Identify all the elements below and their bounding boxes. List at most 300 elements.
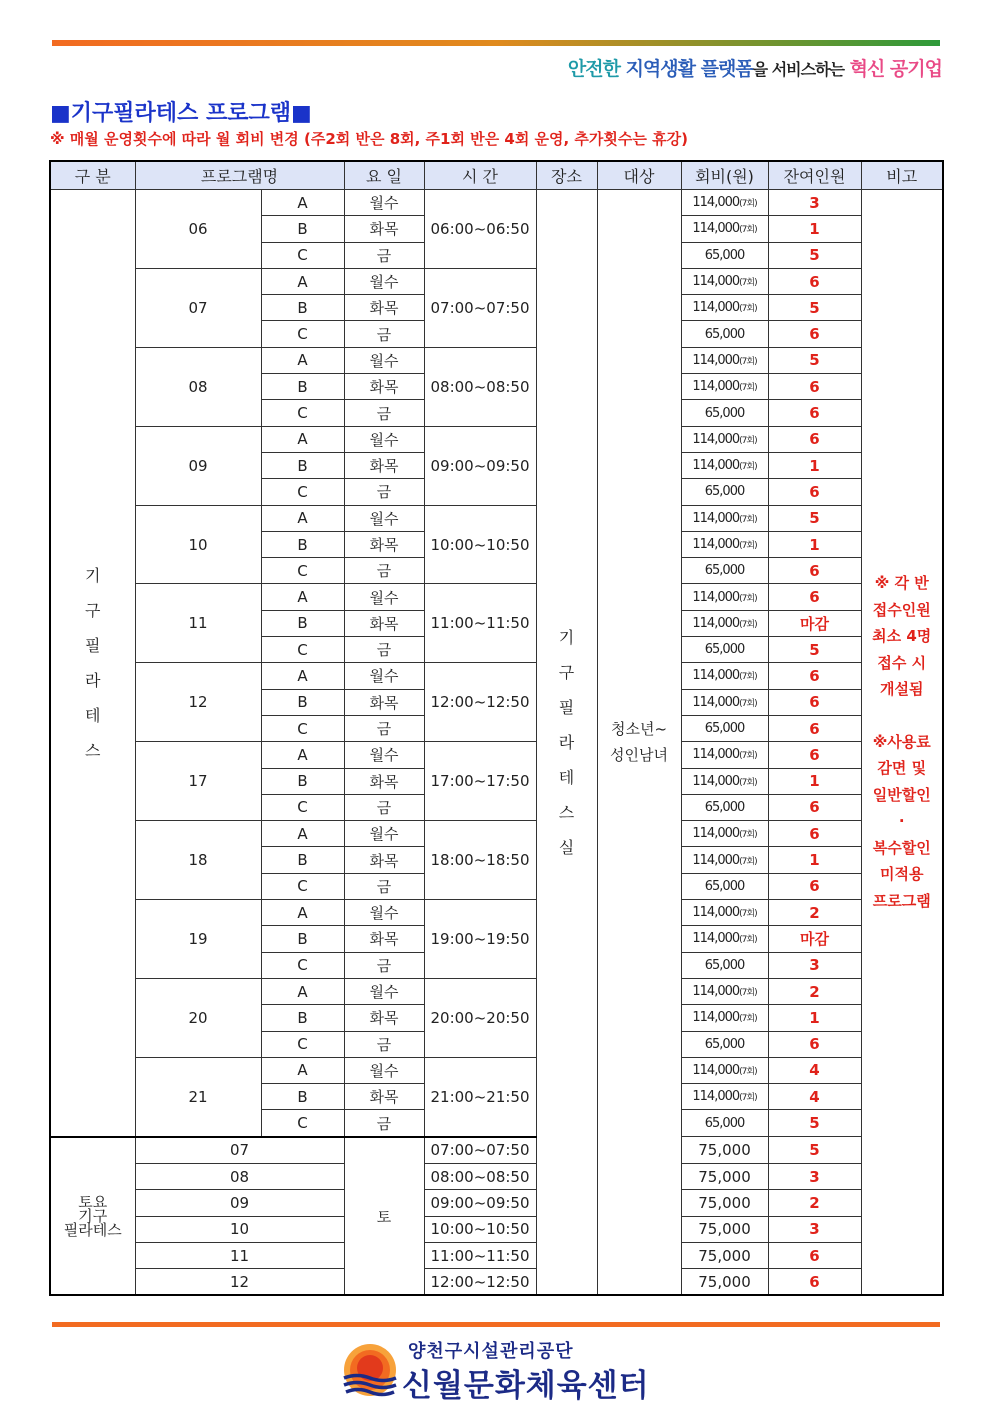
remaining-cell: 6: [768, 426, 861, 452]
fee-amount: 114,000: [692, 615, 740, 631]
fee-session-note: (7회): [739, 751, 757, 762]
fee-cell: [681, 926, 768, 952]
time-cell: 20:00~20:50: [424, 978, 536, 1057]
remarks-line: 프로그램: [872, 891, 931, 910]
day-cell: 월수: [344, 1057, 424, 1083]
place-char: 테: [558, 767, 575, 787]
remaining-cell: 6: [768, 321, 861, 347]
remaining-cell: 5: [768, 637, 861, 663]
fee-session-note: (7회): [739, 830, 757, 841]
fee-cell: [681, 558, 768, 584]
day-cell: 월수: [344, 347, 424, 373]
class-cell: A: [261, 742, 344, 768]
saturday-program-cell: 09: [135, 1190, 344, 1216]
fee-session-note: (7회): [739, 225, 757, 236]
time-cell: 11:00~11:50: [424, 584, 536, 663]
header-place: 장소: [536, 161, 597, 190]
program-cell: 11: [135, 584, 261, 663]
fee-cell: [681, 190, 768, 216]
table-row: [50, 347, 943, 373]
fee-cell: [681, 347, 768, 373]
day-cell: 금: [344, 873, 424, 899]
remaining-cell: 5: [768, 347, 861, 373]
fee-amount: 65,000: [704, 878, 745, 894]
fee-cell: [681, 610, 768, 636]
time-cell: 19:00~19:50: [424, 900, 536, 979]
place-char: 스: [558, 802, 575, 822]
saturday-time-cell: 08:00~08:50: [424, 1163, 536, 1189]
saturday-fee-cell: 75,000: [681, 1190, 768, 1216]
fee-session-note: (7회): [739, 698, 757, 709]
saturday-remaining-cell: 6: [768, 1242, 861, 1268]
remarks-line: ※ 각 반: [874, 574, 929, 593]
day-cell: 화목: [344, 847, 424, 873]
remaining-cell: 6: [768, 715, 861, 741]
saturday-fee-cell: 75,000: [681, 1242, 768, 1268]
time-cell: 08:00~08:50: [424, 347, 536, 426]
header-fee: 회비(원): [681, 161, 768, 190]
table-row: [50, 821, 943, 847]
place-char: 라: [558, 732, 575, 752]
fee-cell: [681, 1057, 768, 1083]
day-cell: 화목: [344, 295, 424, 321]
category-char: 구: [85, 600, 101, 620]
fee-amount: 114,000: [692, 379, 740, 395]
slogan-part1: 안전한: [567, 58, 620, 80]
fee-cell: [681, 242, 768, 268]
category-cell: [50, 190, 135, 1137]
fee-cell: [681, 794, 768, 820]
remaining-cell: 6: [768, 584, 861, 610]
remaining-cell: 마감: [768, 926, 861, 952]
day-cell: 금: [344, 715, 424, 741]
day-cell: 금: [344, 637, 424, 663]
header-day: 요 일: [344, 161, 424, 190]
fee-amount: 114,000: [692, 747, 740, 763]
remarks-line: 복수할인: [872, 838, 931, 857]
class-cell: B: [261, 216, 344, 242]
remaining-cell: 1: [768, 768, 861, 794]
remaining-cell: 5: [768, 1110, 861, 1137]
day-cell: 금: [344, 794, 424, 820]
fee-amount: 114,000: [692, 537, 740, 552]
time-cell: 06:00~06:50: [424, 190, 536, 269]
fee-cell: [681, 268, 768, 294]
remaining-cell: 6: [768, 558, 861, 584]
class-cell: A: [261, 900, 344, 926]
saturday-time-cell: 11:00~11:50: [424, 1242, 536, 1268]
saturday-remaining-cell: 3: [768, 1216, 861, 1242]
remaining-cell: 6: [768, 794, 861, 820]
remaining-cell: 2: [768, 900, 861, 926]
fee-cell: [681, 689, 768, 715]
remaining-cell: 6: [768, 663, 861, 689]
day-cell: 금: [344, 952, 424, 978]
class-cell: A: [261, 268, 344, 294]
saturday-program-cell: 12: [135, 1269, 344, 1296]
program-cell: 09: [135, 426, 261, 505]
saturday-row: [50, 1137, 943, 1164]
remaining-cell: 6: [768, 821, 861, 847]
remaining-cell: 3: [768, 952, 861, 978]
saturday-remaining-cell: 6: [768, 1269, 861, 1296]
fee-session-note: (7회): [739, 1014, 757, 1025]
remaining-cell: 2: [768, 978, 861, 1004]
saturday-time-cell: 09:00~09:50: [424, 1190, 536, 1216]
program-cell: 18: [135, 821, 261, 900]
table-row: [50, 268, 943, 294]
category-char: 라: [85, 670, 101, 690]
fee-amount: 114,000: [692, 931, 740, 947]
program-cell: 21: [135, 1057, 261, 1136]
fee-cell: [681, 821, 768, 847]
center-name: 신월문화체육센터: [402, 1368, 650, 1404]
class-cell: C: [261, 242, 344, 268]
class-cell: B: [261, 847, 344, 873]
saturday-fee-cell: 75,000: [681, 1137, 768, 1164]
remarks-line: 일반할인: [872, 785, 931, 804]
table-row: [50, 978, 943, 1004]
class-cell: C: [261, 479, 344, 505]
remaining-cell: 마감: [768, 610, 861, 636]
fee-amount: 114,000: [692, 589, 740, 605]
header-time: 시 간: [424, 161, 536, 190]
schedule-body: [50, 190, 943, 1296]
day-cell: 월수: [344, 268, 424, 294]
saturday-row: [50, 1269, 943, 1296]
remarks-line: 개설됨: [880, 680, 924, 699]
saturday-fee-cell: 75,000: [681, 1163, 768, 1189]
fee-cell: [681, 400, 768, 426]
fee-cell: [681, 637, 768, 663]
saturday-row: [50, 1242, 943, 1268]
class-cell: A: [261, 584, 344, 610]
fee-cell: [681, 216, 768, 242]
remaining-cell: 6: [768, 374, 861, 400]
table-row: [50, 742, 943, 768]
fee-amount: 114,000: [692, 984, 740, 1000]
fee-session-note: (7회): [739, 909, 757, 920]
class-cell: C: [261, 952, 344, 978]
fee-amount: 114,000: [692, 274, 740, 290]
saturday-category-cell: [50, 1137, 135, 1296]
header-remaining: 잔여인원: [768, 161, 861, 190]
fee-amount: 65,000: [704, 247, 745, 263]
day-cell: 화목: [344, 610, 424, 636]
time-cell: 12:00~12:50: [424, 663, 536, 742]
category-char: 필: [85, 635, 101, 655]
day-cell: 금: [344, 321, 424, 347]
remarks-line: 미적용: [880, 865, 924, 884]
day-cell: 화목: [344, 531, 424, 557]
table-header-row: [50, 161, 943, 190]
fee-cell: [681, 295, 768, 321]
fee-session-note: (7회): [739, 383, 757, 394]
time-cell: 09:00~09:50: [424, 426, 536, 505]
target-line: 청소년~: [610, 720, 668, 739]
table-row: [50, 900, 943, 926]
slogan-part4: 혁신 공기업: [849, 58, 942, 80]
fee-amount: 114,000: [692, 221, 740, 237]
fee-session-note: (7회): [739, 777, 757, 788]
class-cell: B: [261, 531, 344, 557]
remaining-cell: 5: [768, 295, 861, 321]
fee-session-note: (7회): [739, 356, 757, 367]
fee-amount: 114,000: [692, 431, 740, 447]
day-cell: 화목: [344, 374, 424, 400]
target-line: 성인남녀: [610, 746, 668, 765]
saturday-row: [50, 1163, 943, 1189]
saturday-time-cell: 10:00~10:50: [424, 1216, 536, 1242]
page-title: ■기구필라테스 프로그램■: [50, 101, 312, 126]
slogan: [568, 54, 942, 81]
class-cell: C: [261, 1031, 344, 1057]
day-cell: 화목: [344, 1005, 424, 1031]
fee-cell: [681, 715, 768, 741]
fee-cell: [681, 1084, 768, 1110]
day-cell: 화목: [344, 452, 424, 478]
remaining-cell: 5: [768, 505, 861, 531]
class-cell: A: [261, 426, 344, 452]
fee-amount: 65,000: [704, 957, 745, 973]
class-cell: B: [261, 926, 344, 952]
place-char: 필: [558, 697, 575, 717]
day-cell: 금: [344, 479, 424, 505]
remaining-cell: 6: [768, 742, 861, 768]
table-row: [50, 426, 943, 452]
program-cell: 08: [135, 347, 261, 426]
class-cell: C: [261, 1110, 344, 1137]
program-cell: 19: [135, 900, 261, 979]
remarks-line: ※사용료: [872, 732, 931, 751]
fee-cell: [681, 952, 768, 978]
remaining-cell: 6: [768, 1031, 861, 1057]
day-cell: 월수: [344, 663, 424, 689]
day-cell: 화목: [344, 1084, 424, 1110]
slogan-part3: 을 서비스하는: [752, 60, 844, 79]
fee-cell: [681, 374, 768, 400]
class-cell: C: [261, 873, 344, 899]
remaining-cell: 4: [768, 1057, 861, 1083]
remarks-line: [862, 703, 943, 729]
fee-amount: 114,000: [692, 1062, 740, 1078]
day-cell: 화목: [344, 768, 424, 794]
time-cell: 18:00~18:50: [424, 821, 536, 900]
program-cell: 20: [135, 978, 261, 1057]
table-row: [50, 505, 943, 531]
fee-cell: [681, 663, 768, 689]
program-cell: 12: [135, 663, 261, 742]
class-cell: B: [261, 768, 344, 794]
remaining-cell: 6: [768, 400, 861, 426]
table-row: [50, 1057, 943, 1083]
fee-amount: 65,000: [704, 405, 745, 421]
saturday-row: [50, 1216, 943, 1242]
saturday-program-cell: 11: [135, 1242, 344, 1268]
class-cell: A: [261, 1057, 344, 1083]
class-cell: B: [261, 295, 344, 321]
table-row: [50, 663, 943, 689]
place-cell: [536, 190, 597, 1296]
fee-session-note: (7회): [739, 935, 757, 946]
fee-cell: [681, 742, 768, 768]
class-cell: C: [261, 715, 344, 741]
fee-amount: 114,000: [692, 852, 740, 868]
saturday-remaining-cell: 5: [768, 1137, 861, 1164]
fee-amount: 114,000: [692, 195, 740, 211]
remaining-cell: 3: [768, 190, 861, 216]
time-cell: 21:00~21:50: [424, 1057, 536, 1136]
saturday-row: [50, 1190, 943, 1216]
fee-amount: 114,000: [692, 668, 740, 684]
fee-amount: 114,000: [692, 905, 740, 921]
fee-session-note: (7회): [739, 435, 757, 446]
header-target: 대상: [597, 161, 681, 190]
place-char: 실: [558, 837, 575, 857]
day-cell: 월수: [344, 426, 424, 452]
fee-amount: 114,000: [692, 510, 740, 526]
fee-cell: [681, 321, 768, 347]
class-cell: B: [261, 374, 344, 400]
remaining-cell: 5: [768, 242, 861, 268]
class-cell: B: [261, 689, 344, 715]
category-char: 테: [85, 705, 101, 725]
saturday-remaining-cell: 3: [768, 1163, 861, 1189]
fee-amount: 114,000: [692, 1010, 740, 1026]
day-cell: 금: [344, 1110, 424, 1137]
class-cell: C: [261, 558, 344, 584]
fee-session-note: (7회): [739, 278, 757, 289]
class-cell: A: [261, 505, 344, 531]
fee-cell: [681, 978, 768, 1004]
class-cell: A: [261, 821, 344, 847]
day-cell: 금: [344, 558, 424, 584]
fee-cell: [681, 847, 768, 873]
category-char: 기: [85, 565, 101, 585]
remarks-line: 감면 및: [877, 759, 927, 778]
class-cell: C: [261, 637, 344, 663]
class-cell: B: [261, 1084, 344, 1110]
target-cell: [597, 190, 681, 1296]
remaining-cell: 1: [768, 452, 861, 478]
fee-session-note: (7회): [739, 856, 757, 867]
saturday-time-cell: 07:00~07:50: [424, 1137, 536, 1164]
fee-amount: 65,000: [704, 721, 745, 737]
place-char: 기: [558, 627, 575, 647]
day-cell: 월수: [344, 978, 424, 1004]
class-cell: B: [261, 610, 344, 636]
fee-amount: 65,000: [704, 799, 745, 815]
program-cell: 07: [135, 268, 261, 347]
header-remarks: 비고: [861, 161, 943, 190]
fee-session-note: (7회): [739, 541, 757, 551]
fee-session-note: (7회): [739, 462, 757, 473]
fee-amount: 65,000: [704, 1115, 745, 1131]
remaining-cell: 1: [768, 847, 861, 873]
fee-session-note: (7회): [739, 619, 757, 630]
remarks-line: 접수 시: [877, 653, 927, 672]
fee-session-note: (7회): [739, 593, 757, 604]
day-cell: 월수: [344, 584, 424, 610]
fee-session-note: (7회): [739, 1066, 757, 1077]
table-row: [50, 190, 943, 216]
fee-amount: 114,000: [692, 1089, 740, 1105]
program-cell: 06: [135, 190, 261, 269]
fee-session-note: (7회): [739, 988, 757, 999]
class-cell: B: [261, 452, 344, 478]
table-row: [50, 584, 943, 610]
header-category: 구 분: [50, 161, 135, 190]
top-divider-bar: [52, 40, 940, 46]
fee-session-note: (7회): [739, 199, 757, 210]
day-cell: 월수: [344, 190, 424, 216]
sun-wave-logo-icon: [340, 1340, 410, 1400]
fee-amount: 114,000: [692, 352, 740, 368]
remaining-cell: 1: [768, 531, 861, 557]
fee-notice: ※ 매월 운영횟수에 따라 월 회비 변경 (주2회 반은 8회, 주1회 반은 4회 운영, 추가횟수는 휴강): [50, 130, 688, 148]
fee-amount: 114,000: [692, 300, 740, 316]
header-program: 프로그램명: [135, 161, 344, 190]
fee-cell: [681, 900, 768, 926]
fee-session-note: (7회): [739, 514, 757, 525]
day-cell: 금: [344, 400, 424, 426]
remaining-cell: 6: [768, 268, 861, 294]
saturday-time-cell: 12:00~12:50: [424, 1269, 536, 1296]
class-cell: A: [261, 978, 344, 1004]
saturday-fee-cell: 75,000: [681, 1216, 768, 1242]
time-cell: 10:00~10:50: [424, 505, 536, 584]
program-cell: 17: [135, 742, 261, 821]
fee-cell: [681, 452, 768, 478]
bottom-divider-bar: [52, 1322, 940, 1327]
saturday-program-cell: 10: [135, 1216, 344, 1242]
saturday-category-line: 필라테스: [63, 1221, 122, 1240]
remaining-cell: 6: [768, 479, 861, 505]
fee-cell: [681, 584, 768, 610]
fee-amount: 65,000: [704, 484, 745, 500]
fee-session-note: (7회): [739, 1093, 757, 1104]
fee-cell: [681, 426, 768, 452]
fee-amount: 114,000: [692, 826, 740, 842]
fee-session-note: (7회): [739, 672, 757, 683]
day-cell: 금: [344, 242, 424, 268]
fee-session-note: (7회): [739, 304, 757, 315]
fee-cell: [681, 873, 768, 899]
fee-amount: 65,000: [704, 642, 745, 658]
fee-amount: 114,000: [692, 458, 740, 474]
fee-cell: [681, 1031, 768, 1057]
saturday-program-cell: 07: [135, 1137, 344, 1164]
place-char: 구: [558, 662, 575, 682]
class-cell: C: [261, 794, 344, 820]
day-cell: 화목: [344, 926, 424, 952]
class-cell: C: [261, 321, 344, 347]
day-cell: 월수: [344, 900, 424, 926]
fee-cell: [681, 1110, 768, 1137]
program-cell: 10: [135, 505, 261, 584]
schedule-table: [49, 160, 944, 1296]
fee-amount: 65,000: [704, 326, 745, 342]
day-cell: 금: [344, 1031, 424, 1057]
fee-amount: 114,000: [692, 773, 740, 789]
remaining-cell: 1: [768, 1005, 861, 1031]
saturday-remaining-cell: 2: [768, 1190, 861, 1216]
fee-cell: [681, 505, 768, 531]
saturday-day-cell: 토: [344, 1137, 424, 1296]
saturday-category-line: 기구: [78, 1207, 108, 1226]
class-cell: A: [261, 347, 344, 373]
time-cell: 17:00~17:50: [424, 742, 536, 821]
